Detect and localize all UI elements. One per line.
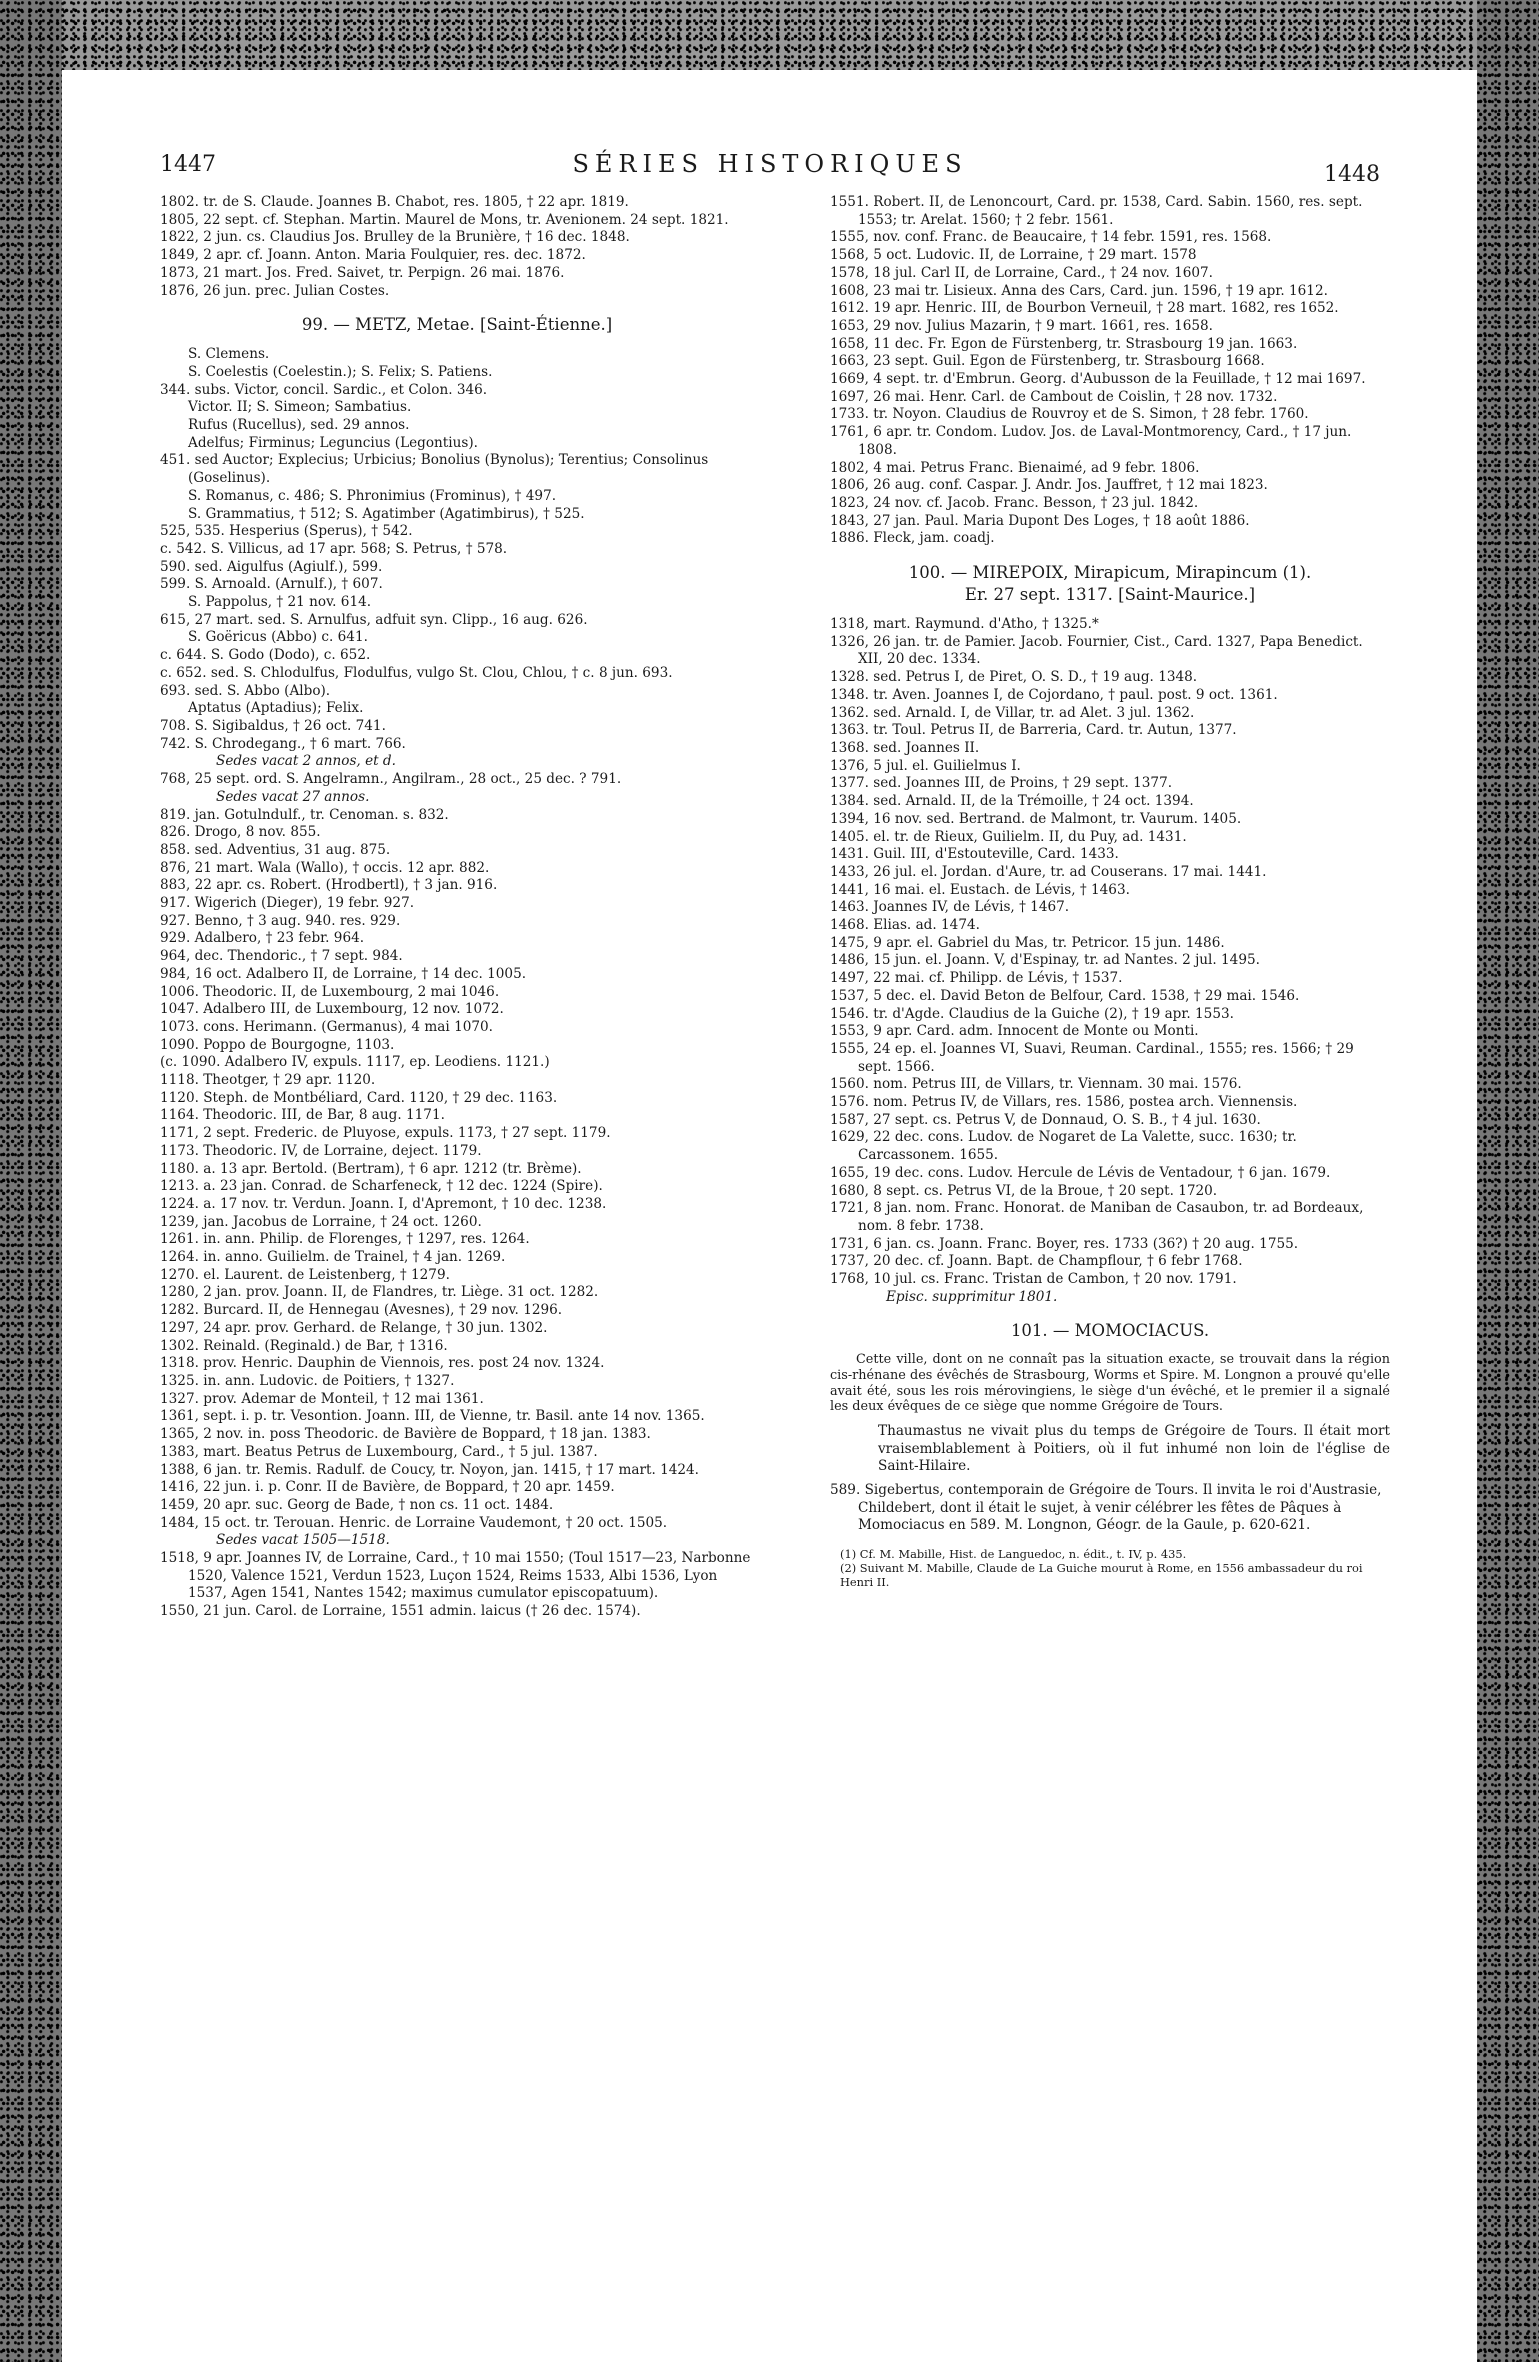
list-entry: 1302. Reinald. (Reginald.) de Bar, † 1316. — [160, 1337, 448, 1354]
list-entry: 917. Wigerich (Dieger), 19 febr. 927. — [160, 895, 415, 912]
document-page — [150, 150, 1390, 2250]
page-header — [150, 150, 1390, 186]
metz-entries-right — [830, 194, 1390, 548]
list-entry: 1282. Burcard. II, de Hennegau (Avesnes), † 29 nov. 1296. — [160, 1302, 563, 1319]
list-entry: 1468. Elias. ad. 1474. — [830, 917, 980, 934]
list-entry: S. Romanus, c. 486; S. Phronimius (Frominus), † 497. — [188, 487, 557, 504]
list-entry: 1394, 16 nov. sed. Bertrand. de Malmont, tr. Vaurum. 1405. — [830, 810, 1242, 827]
list-entry: 1377. sed. Joannes III, de Proins, † 29 sept. 1377. — [830, 775, 1173, 792]
list-entry: 590. sed. Aigulfus (Agiulf.), 599. — [160, 558, 383, 575]
list-entry: 1697, 26 mai. Henr. Carl. de Cambout de Coislin, † 28 nov. 1732. — [830, 388, 1278, 405]
list-entry: Victor. II; S. Simeon; Sambatius. — [188, 399, 412, 416]
left-column — [160, 194, 754, 1621]
list-entry: 1768, 10 jul. cs. Franc. Tristan de Cambon, † 20 nov. 1791. — [830, 1271, 1237, 1288]
list-entry: 1806, 26 aug. conf. Caspar. J. Andr. Jos. Jauffret, † 12 mai 1823. — [830, 477, 1268, 494]
list-entry: 525, 535. Hesperius (Sperus), † 542. — [160, 523, 413, 540]
list-entry: 1802. tr. de S. Claude. Joannes B. Chabot, res. 1805, † 22 apr. 1819. — [160, 194, 629, 210]
list-entry: 1663, 23 sept. Guil. Egon de Fürstenberg, tr. Strasbourg 1668. — [830, 353, 1265, 370]
list-entry: 615, 27 mart. sed. S. Arnulfus, adfuit syn. Clipp., 16 aug. 626. — [160, 611, 588, 628]
list-entry: 1553, 9 apr. Card. adm. Innocent de Monte ou Monti. — [830, 1023, 1199, 1040]
column-number-right: 1448 — [1324, 162, 1380, 187]
list-entry: 451. sed Auctor; Explecius; Urbicius; Bonolius (Bynolus); Terentius; Consolinus (Goselinus). — [160, 452, 709, 487]
list-entry: 1805, 22 sept. cf. Stephan. Martin. Maurel de Mons, tr. Avenionem. 24 sept. 1821. — [160, 211, 729, 228]
list-entry: 1608, 23 mai tr. Lisieux. Anna des Cars, Card. jun. 1596, † 19 apr. 1612. — [830, 282, 1328, 299]
list-entry: 1383, mart. Beatus Petrus de Luxembourg, Card., † 5 jul. 1387. — [160, 1443, 598, 1460]
list-entry: 858. sed. Adventius, 31 aug. 875. — [160, 841, 391, 858]
list-entry: S. Coelestis (Coelestin.); S. Felix; S. Patiens. — [188, 363, 493, 380]
list-entry: 1318, mart. Raymund. d'Atho, † 1325.* — [830, 616, 1099, 633]
list-entry: 1090. Poppo de Bourgogne, 1103. — [160, 1036, 395, 1053]
list-entry: 693. sed. S. Abbo (Albo). — [160, 682, 331, 699]
list-entry: 984, 16 oct. Adalbero II, de Lorraine, † 14 dec. 1005. — [160, 965, 527, 982]
list-entry: Adelfus; Firminus; Leguncius (Legontius). — [188, 434, 478, 451]
list-entry: 1823, 24 nov. cf. Jacob. Franc. Besson, † 23 jul. 1842. — [830, 494, 1199, 511]
list-entry: 1416, 22 jun. i. p. Conr. II de Bavière, de Boppard, † 20 apr. 1459. — [160, 1479, 615, 1496]
list-entry: 1612. 19 apr. Henric. III, de Bourbon Verneuil, † 28 mart. 1682, res 1652. — [830, 300, 1339, 317]
list-entry: 1658, 11 dec. Fr. Egon de Fürstenberg, tr. Strasbourg 19 jan. 1663. — [830, 335, 1298, 352]
list-entry: 1721, 8 jan. nom. Franc. Honorat. de Maniban de Casaubon, tr. ad Bordeaux, nom. 8 febr. 1738. — [830, 1200, 1364, 1234]
list-entry: 929. Adalbero, † 23 febr. 964. — [160, 930, 365, 947]
list-entry: 1550, 21 jun. Carol. de Lorraine, 1551 admin. laicus († 26 dec. 1574). — [160, 1603, 641, 1620]
list-entry: 1849, 2 apr. cf. Joann. Anton. Maria Foulquier, res. dec. 1872. — [160, 247, 586, 264]
list-entry: 1362. sed. Arnald. I, de Villar, tr. ad Alet. 3 jul. 1362. — [830, 704, 1195, 721]
list-entry: 1405. el. tr. de Rieux, Guilielm. II, du Puy, ad. 1431. — [830, 828, 1187, 845]
list-entry: 1560. nom. Petrus III, de Villars, tr. Viennam. 30 mai. 1576. — [830, 1076, 1242, 1093]
vacat-note: Sedes vacat 1505—1518. — [216, 1532, 390, 1549]
right-column — [830, 194, 1390, 1589]
list-entry: 1761, 6 apr. tr. Condom. Ludov. Jos. de Laval-Montmorency, Card., † 17 jun. 1808. — [830, 424, 1352, 458]
list-entry: 1213. a. 23 jan. Conrad. de Scharfeneck, † 12 dec. 1224 (Spire). — [160, 1178, 603, 1195]
section-heading-metz: 99. — METZ, Metae. [Saint-Étienne.] — [301, 315, 613, 335]
list-entry: 708. S. Sigibaldus, † 26 oct. 741. — [160, 717, 386, 734]
list-entry: 1164. Theodoric. III, de Bar, 8 aug. 1171. — [160, 1107, 445, 1124]
list-entry: 1388, 6 jan. tr. Remis. Radulf. de Coucy, tr. Noyon, jan. 1415, † 17 mart. 1424. — [160, 1461, 700, 1478]
vacat-note: Sedes vacat 2 annos, et d. — [216, 753, 396, 770]
scan-border-right — [1477, 0, 1539, 2362]
list-entry: 1361, sept. i. p. tr. Vesontion. Joann. III, de Vienne, tr. Basil. ante 14 nov. 1365. — [160, 1408, 705, 1425]
list-entry: 1280, 2 jan. prov. Joann. II, de Flandres, tr. Liège. 31 oct. 1282. — [160, 1284, 599, 1301]
list-entry: 1587, 27 sept. cs. Petrus V, de Donnaud, O. S. B., † 4 jul. 1630. — [830, 1111, 1261, 1128]
list-entry: 927. Benno, † 3 aug. 940. res. 929. — [160, 912, 401, 929]
list-entry: 883, 22 apr. cs. Robert. (Hrodbertl), † 3 jan. 916. — [160, 877, 498, 894]
list-entry: c. 644. S. Godo (Dodo), c. 652. — [160, 647, 371, 664]
list-entry: 1224. a. 17 nov. tr. Verdun. Joann. I, d'Apremont, † 10 dec. 1238. — [160, 1195, 607, 1212]
list-entry: 819. jan. Gotulndulf., tr. Cenoman. s. 832. — [160, 806, 449, 823]
list-entry: 1463. Joannes IV, de Lévis, † 1467. — [830, 899, 1070, 916]
list-entry: 1368. sed. Joannes II. — [830, 739, 980, 756]
list-entry: 1568, 5 oct. Ludovic. II, de Lorraine, † 29 mart. 1578 — [830, 247, 1197, 264]
list-entry: 1822, 2 jun. cs. Claudius Jos. Brulley de la Brunière, † 16 dec. 1848. — [160, 229, 630, 246]
sigebertus-entry: 589. Sigebertus, contemporain de Grégoire de Tours. Il invita le roi d'Austrasie, Childebert, dont il était le sujet, à venir célébrer les fêtes de Pâques à Momociacus en 589. M. Longnon, Géogr. de la Gaule, p. 620-621. — [830, 1481, 1382, 1534]
thaumastus-entry: Thaumastus ne vivait plus du temps de Grégoire de Tours. Il était mort vraisemblablement à Poitiers, où il fut inhumé non loin de l'église de Saint-Hilaire. — [878, 1422, 1390, 1475]
list-entry: 1073. cons. Herimann. (Germanus), 4 mai 1070. — [160, 1018, 493, 1035]
list-entry: 1264. in. anno. Guilielm. de Trainel, † 4 jan. 1269. — [160, 1249, 506, 1266]
list-entry: 344. subs. Victor, concil. Sardic., et Colon. 346. — [160, 381, 488, 398]
list-entry: 876, 21 mart. Wala (Wallo), † occis. 12 apr. 882. — [160, 859, 490, 876]
list-entry: 826. Drogo, 8 nov. 855. — [160, 824, 321, 841]
list-entry: 1551. Robert. II, de Lenoncourt, Card. pr. 1538, Card. Sabin. 1560, res. sept. 1553; tr. Arelat. 1560; † 2 febr. 1561. — [830, 194, 1363, 228]
list-entry: 1518, 9 apr. Joannes IV, de Lorraine, Card., † 10 mai 1550; (Toul 1517—23, Narbonne 1520, Valence 1521, Verdun 1523, Luçon 1524, Reims 1533, Albi 1536, Lyon 1537, Agen 1541, Nantes 1542; maximus cumulator episcopatuum). — [160, 1550, 751, 1602]
list-entry: S. Clemens. — [188, 346, 270, 363]
list-entry: 1328. sed. Petrus I, de Piret, O. S. D., † 19 aug. 1348. — [830, 669, 1198, 686]
list-entry: 1376, 5 jul. el. Guilielmus I. — [830, 757, 1021, 774]
list-entry: 1731, 6 jan. cs. Joann. Franc. Boyer, res. 1733 (36?) † 20 aug. 1755. — [830, 1235, 1299, 1252]
list-entry: 1497, 22 mai. cf. Philipp. de Lévis, † 1537. — [830, 970, 1123, 987]
list-entry: 1384. sed. Arnald. II, de la Trémoille, † 24 oct. 1394. — [830, 793, 1194, 810]
list-entry: 768, 25 sept. ord. S. Angelramn., Angilram., 28 oct., 25 dec. ? 791. — [160, 771, 622, 788]
list-entry: 1327. prov. Ademar de Monteil, † 12 mai 1361. — [160, 1390, 484, 1407]
list-entry: c. 542. S. Villicus, ad 17 apr. 568; S. Petrus, † 578. — [160, 540, 508, 557]
list-entry: 1802, 4 mai. Petrus Franc. Bienaimé, ad 9 febr. 1806. — [830, 459, 1200, 476]
list-entry: 1486, 15 jun. el. Joann. V, d'Espinay, tr. ad Nantes. 2 jul. 1495. — [830, 952, 1260, 969]
list-entry: 1325. in. ann. Ludovic. de Poitiers, † 1327. — [160, 1373, 455, 1389]
list-entry: 1006. Theodoric. II, de Luxembourg, 2 mai 1046. — [160, 983, 500, 1000]
list-entry: 1733. tr. Noyon. Claudius de Rouvroy et de S. Simon, † 28 febr. 1760. — [830, 406, 1309, 423]
list-entry: 1669, 4 sept. tr. d'Embrun. Georg. d'Aubusson de la Feuillade, † 12 mai 1697. — [830, 371, 1366, 388]
scan-border-top — [0, 0, 1539, 70]
list-entry: 1629, 22 dec. cons. Ludov. de Nogaret de La Valette, succ. 1630; tr. Carcassonem. 1655. — [830, 1129, 1297, 1164]
footnote: (2) Suivant M. Mabille, Claude de La Guiche mourut à Rome, en 1556 ambassadeur du roi Henri II. — [840, 1561, 1363, 1590]
list-entry: 1180. a. 13 apr. Bertold. (Bertram), † 6 apr. 1212 (tr. Brème). — [160, 1160, 582, 1177]
list-entry: 1537, 5 dec. el. David Beton de Belfour, Card. 1538, † 29 mai. 1546. — [830, 987, 1300, 1004]
list-entry: 1433, 26 jul. el. Jordan. d'Aure, tr. ad Couserans. 17 mai. 1441. — [830, 863, 1267, 880]
list-entry: 1576. nom. Petrus IV, de Villars, res. 1586, postea arch. Viennensis. — [830, 1094, 1298, 1111]
list-entry: 1118. Theotger, † 29 apr. 1120. — [160, 1072, 376, 1089]
list-entry: Rufus (Rucellus), sed. 29 annos. — [188, 417, 410, 434]
list-entry: S. Pappolus, † 21 nov. 614. — [188, 594, 372, 611]
mirepoix-entries — [830, 616, 1390, 1289]
list-entry: 964, dec. Thendoric., † 7 sept. 984. — [160, 948, 403, 965]
list-entry: 1555, nov. conf. Franc. de Beaucaire, † 14 febr. 1591, res. 1568. — [830, 229, 1272, 246]
list-entry: 1239, jan. Jacobus de Lorraine, † 24 oct. 1260. — [160, 1213, 482, 1230]
list-entry: 1348. tr. Aven. Joannes I, de Cojordano, † paul. post. 9 oct. 1361. — [830, 686, 1278, 703]
list-entry: 1555, 24 ep. el. Joannes VI, Suavi, Reuman. Cardinal., 1555; res. 1566; † 29 sept. 1566. — [830, 1040, 1354, 1075]
list-entry: S. Grammatius, † 512; S. Agatimber (Agatimbirus), † 525. — [188, 505, 585, 522]
list-entry: 1261. in. ann. Philip. de Florenges, † 1297, res. 1264. — [160, 1231, 530, 1248]
list-entry: c. 652. sed. S. Chlodulfus, Flodulfus, vulgo St. Clou, Chlou, † c. 8 jun. 693. — [160, 664, 673, 681]
list-entry: 1546. tr. d'Agde. Claudius de la Guiche (2), † 19 apr. 1553. — [830, 1005, 1234, 1022]
list-entry: 1365, 2 nov. in. poss Theodoric. de Bavière de Boppard, † 18 jan. 1383. — [160, 1426, 651, 1443]
list-entry: 1578, 18 jul. Carl II, de Lorraine, Card., † 24 nov. 1607. — [830, 264, 1214, 281]
list-entry: 1680, 8 sept. cs. Petrus VI, de la Broue, † 20 sept. 1720. — [830, 1182, 1218, 1199]
list-entry: 1363. tr. Toul. Petrus II, de Barreria, Card. tr. Autun, 1377. — [830, 722, 1237, 739]
mirepoix-subtitle: Er. 27 sept. 1317. [Saint-Maurice.] — [964, 585, 1256, 605]
list-entry: 599. S. Arnoald. (Arnulf.), † 607. — [160, 576, 383, 593]
list-entry: 1655, 19 dec. cons. Ludov. Hercule de Lévis de Ventadour, † 6 jan. 1679. — [830, 1164, 1331, 1181]
list-entry: 1441, 16 mai. el. Eustach. de Lévis, † 1463. — [830, 881, 1130, 898]
mirepoix-title: 100. — MIREPOIX, Mirapicum, Mirapincum (1). — [908, 563, 1312, 583]
list-entry: 1873, 21 mart. Jos. Fred. Saivet, tr. Perpign. 26 mai. 1876. — [160, 264, 565, 281]
running-title: SÉRIES HISTORIQUES — [572, 150, 968, 178]
list-entry: 1843, 27 jan. Paul. Maria Dupont Des Loges, † 18 août 1886. — [830, 512, 1250, 529]
list-entry: Aptatus (Aptadius); Felix. — [188, 700, 364, 717]
list-entry: 1653, 29 nov. Julius Mazarin, † 9 mart. 1661, res. 1658. — [830, 317, 1213, 334]
suppression-note: Episc. supprimitur 1801. — [886, 1288, 1058, 1305]
scan-border-left — [0, 0, 62, 2362]
metz-entries — [160, 346, 754, 753]
list-entry: 1431. Guil. III, d'Estouteville, Card. 1433. — [830, 846, 1119, 863]
list-entry: 1318. prov. Henric. Dauphin de Viennois, res. post 24 nov. 1324. — [160, 1355, 605, 1372]
intro-entries — [160, 194, 754, 300]
section-heading-mirepoix — [830, 562, 1390, 606]
list-entry: 1886. Fleck, jam. coadj. — [830, 530, 995, 547]
list-entry: 1484, 15 oct. tr. Terouan. Henric. de Lorraine Vaudemont, † 20 oct. 1505. — [160, 1514, 668, 1531]
metz-entries-continued — [160, 807, 754, 1533]
list-entry: 742. S. Chrodegang., † 6 mart. 766. — [160, 735, 406, 752]
list-entry: 1876, 26 jun. prec. Julian Costes. — [160, 282, 390, 299]
momociacus-paragraph: Cette ville, dont on ne connaît pas la situation exacte, se trouvait dans la région cis-rhénane des évêchés de Strasbourg, Worms et Spire. M. Longnon a prouvé qu'elle avait été, sous les rois mérovingiens, le siège d'un évêché, et le premier il a signalé les deux évêques de ce siège que nomme Grégoire de Tours. — [830, 1352, 1390, 1415]
list-entry: 1120. Steph. de Montbéliard, Card. 1120, † 29 dec. 1163. — [160, 1089, 558, 1106]
section-heading-momociacus: 101. — MOMOCIACUS. — [1010, 1321, 1210, 1341]
list-entry: (c. 1090. Adalbero IV, expuls. 1117, ep. Leodiens. 1121.) — [160, 1054, 550, 1071]
list-entry: 1047. Adalbero III, de Luxembourg, 12 nov. 1072. — [160, 1001, 504, 1018]
list-entry: S. Goëricus (Abbo) c. 641. — [188, 629, 368, 646]
list-entry: 1270. el. Laurent. de Leistenberg, † 1279. — [160, 1266, 450, 1283]
vacat-note: Sedes vacat 27 annos. — [216, 788, 370, 805]
list-entry: 1475, 9 apr. el. Gabriel du Mas, tr. Petricor. 15 jun. 1486. — [830, 934, 1225, 951]
list-entry: 1297, 24 apr. prov. Gerhard. de Relange, † 30 jun. 1302. — [160, 1319, 548, 1336]
list-entry: 1173. Theodoric. IV, de Lorraine, deject. 1179. — [160, 1142, 482, 1159]
list-entry: 1459, 20 apr. suc. Georg de Bade, † non cs. 11 oct. 1484. — [160, 1496, 554, 1513]
footnote: (1) Cf. M. Mabille, Hist. de Languedoc, n. édit., t. IV, p. 435. — [840, 1547, 1187, 1562]
footnotes — [830, 1547, 1390, 1589]
list-entry: 1737, 20 dec. cf. Joann. Bapt. de Champflour, † 6 febr 1768. — [830, 1253, 1243, 1270]
list-entry: 1326, 26 jan. tr. de Pamier. Jacob. Fournier, Cist., Card. 1327, Papa Benedict. XII, 20 dec. 1334. — [830, 633, 1363, 668]
list-entry: 1171, 2 sept. Frederic. de Pluyose, expuls. 1173, † 27 sept. 1179. — [160, 1125, 611, 1142]
column-number-left: 1447 — [160, 152, 216, 177]
